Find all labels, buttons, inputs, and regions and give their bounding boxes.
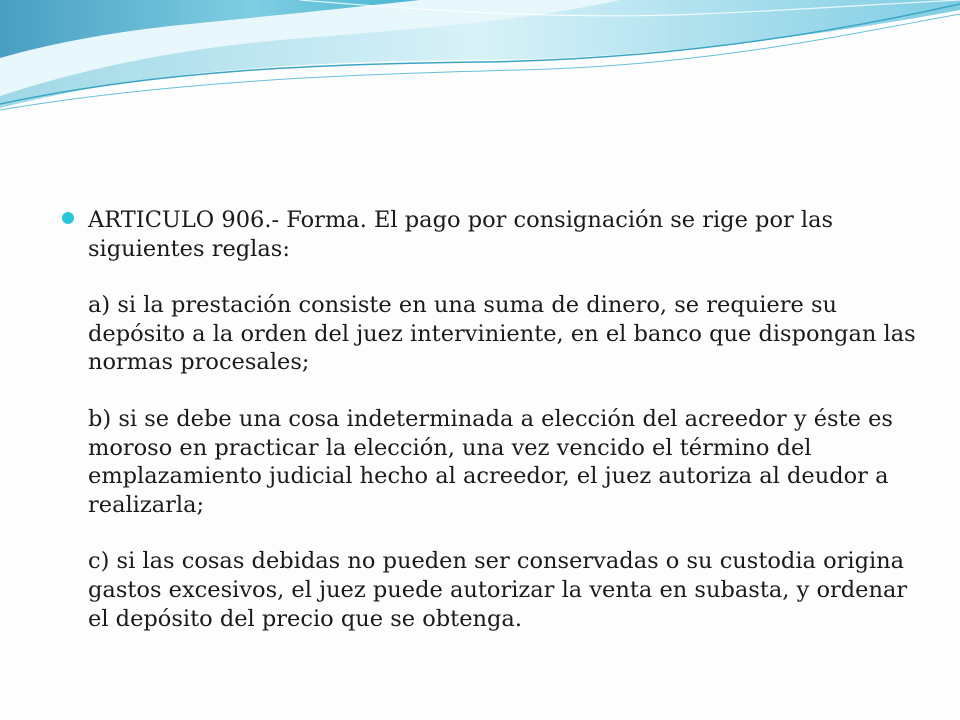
rule-c: c) si las cosas debidas no pueden ser conservadas o su custodia origina gastos excesivos, el juez puede autorizar la venta en subasta, y ordenar el depósito del precio que se obtenga.	[88, 548, 908, 632]
article-heading: ARTICULO 906.- Forma. El pago por consignación se rige por las siguientes reglas:	[88, 207, 834, 262]
header-wave-decoration	[0, 0, 960, 120]
rule-a: a) si la prestación consiste en una suma de dinero, se requiere su depósito a la orden del juez interviniente, en el banco que dispongan las normas procesales;	[88, 292, 916, 376]
rule-b: b) si se debe una cosa indeterminada a elección del acreedor y éste es moroso en practicar la elección, una vez vencido el término del emplazamiento judicial hecho al acreedor, el juez autoriza al deudor a realizarla;	[88, 405, 893, 518]
bullet-icon	[62, 212, 74, 224]
article-content	[62, 206, 922, 633]
